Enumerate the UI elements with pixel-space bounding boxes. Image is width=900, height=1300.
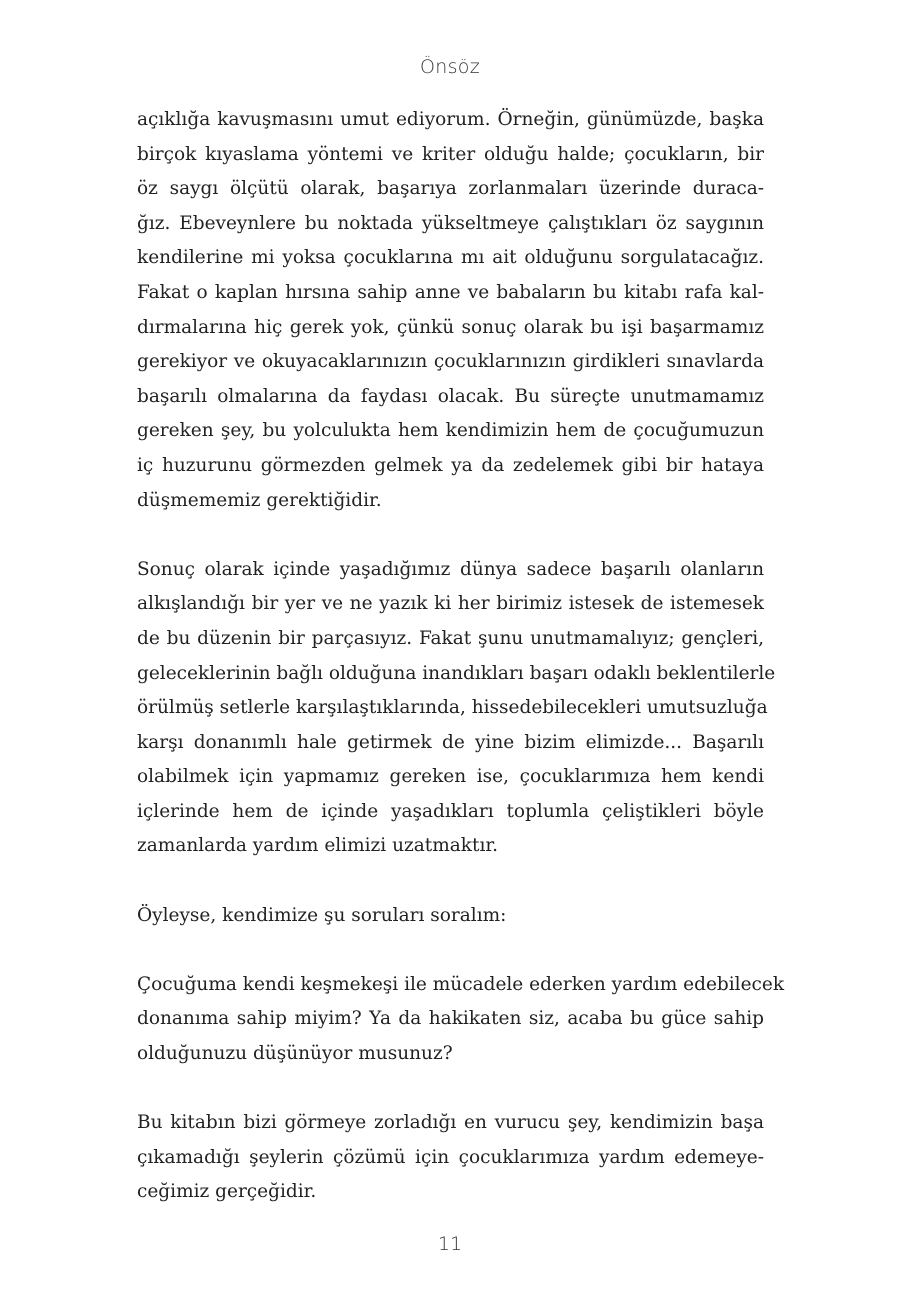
text-line: gereken şey, bu yolculukta hem kendimizin hem de çocuğumuzun	[137, 420, 764, 442]
text-line: donanıma sahip miyim? Ya da hakikaten siz, acaba bu güce sahip	[137, 1008, 764, 1030]
text-line: Bu kitabın bizi görmeye zorladığı en vurucu şey, kendimizin başa	[137, 1112, 764, 1134]
text-line: açıklığa kavuşmasını umut ediyorum. Örneğin, günümüzde, başka	[137, 109, 764, 130]
text-line: başarılı olmalarına da faydası olacak. Bu süreçte unutmamamız	[137, 385, 764, 407]
text-line: ceğimiz gerçeğidir.	[137, 1181, 317, 1203]
paragraph-2	[137, 553, 776, 864]
running-header: Önsöz	[420, 56, 480, 78]
body-text	[137, 103, 785, 1210]
paragraph-4	[137, 968, 785, 1072]
text-line: Öyleyse, kendimize şu soruları soralım:	[137, 904, 507, 926]
text-line: Sonuç olarak içinde yaşadığımız dünya sadece başarılı olanların	[137, 558, 764, 580]
text-line: düşmememiz gerektiğidir.	[137, 489, 382, 511]
text-line: örülmüş setlerle karşılaştıklarında, hissedebilecekleri umutsuzluğa	[137, 697, 768, 719]
text-line: öz saygı ölçütü olarak, başarıya zorlanmaları üzerinde duraca-	[137, 178, 764, 200]
text-line: ğız. Ebeveynlere bu noktada yükseltmeye çalıştıkları öz saygının	[137, 212, 764, 234]
text-line: zamanlarda yardım elimizi uzatmaktır.	[137, 835, 499, 857]
text-line: dırmalarına hiç gerek yok, çünkü sonuç olarak bu işi başarmamız	[137, 316, 764, 338]
text-line: karşı donanımlı hale getirmek de yine bizim elimizde... Başarılı	[137, 731, 764, 753]
text-line: içlerinde hem de içinde yaşadıkları toplumla çeliştikleri böyle	[137, 800, 764, 822]
text-line: birçok kıyaslama yöntemi ve kriter olduğu halde; çocukların, bir	[137, 143, 764, 165]
text-line: geleceklerinin bağlı olduğuna inandıkları başarı odaklı beklentilerle	[137, 662, 776, 684]
text-line: de bu düzenin bir parçasıyız. Fakat şunu unutmamalıyız; gençleri,	[137, 627, 764, 649]
paragraph-spacer	[137, 864, 764, 899]
paragraph-spacer	[137, 933, 764, 968]
paragraph-1	[137, 103, 764, 518]
text-line: çıkamadığı şeylerin çözümü için çocuklarımıza yardım edemeye-	[137, 1146, 764, 1168]
paragraph-5	[137, 1106, 764, 1210]
paragraph-3	[137, 899, 764, 934]
text-line: olduğunuzu düşünüyor musunuz?	[137, 1043, 453, 1065]
page-number: 11	[437, 1233, 463, 1255]
paragraph-spacer	[137, 518, 764, 553]
text-line: alkışlandığı bir yer ve ne yazık ki her birimiz istesek de istemesek	[137, 593, 764, 615]
paragraph-spacer	[137, 1072, 764, 1107]
text-line: gerekiyor ve okuyacaklarınızın çocuklarınızın girdikleri sınavlarda	[137, 351, 764, 373]
text-line: Çocuğuma kendi keşmekeşi ile mücadele ederken yardım edebilecek	[137, 973, 785, 995]
text-line: olabilmek için yapmamız gereken ise, çocuklarımıza hem kendi	[137, 766, 764, 788]
text-line: Fakat o kaplan hırsına sahip anne ve babaların bu kitabı rafa kal-	[137, 281, 764, 303]
text-line: iç huzurunu görmezden gelmek ya da zedelemek gibi bir hataya	[137, 454, 764, 476]
text-line: kendilerine mi yoksa çocuklarına mı ait olduğunu sorgulatacağız.	[137, 247, 764, 269]
